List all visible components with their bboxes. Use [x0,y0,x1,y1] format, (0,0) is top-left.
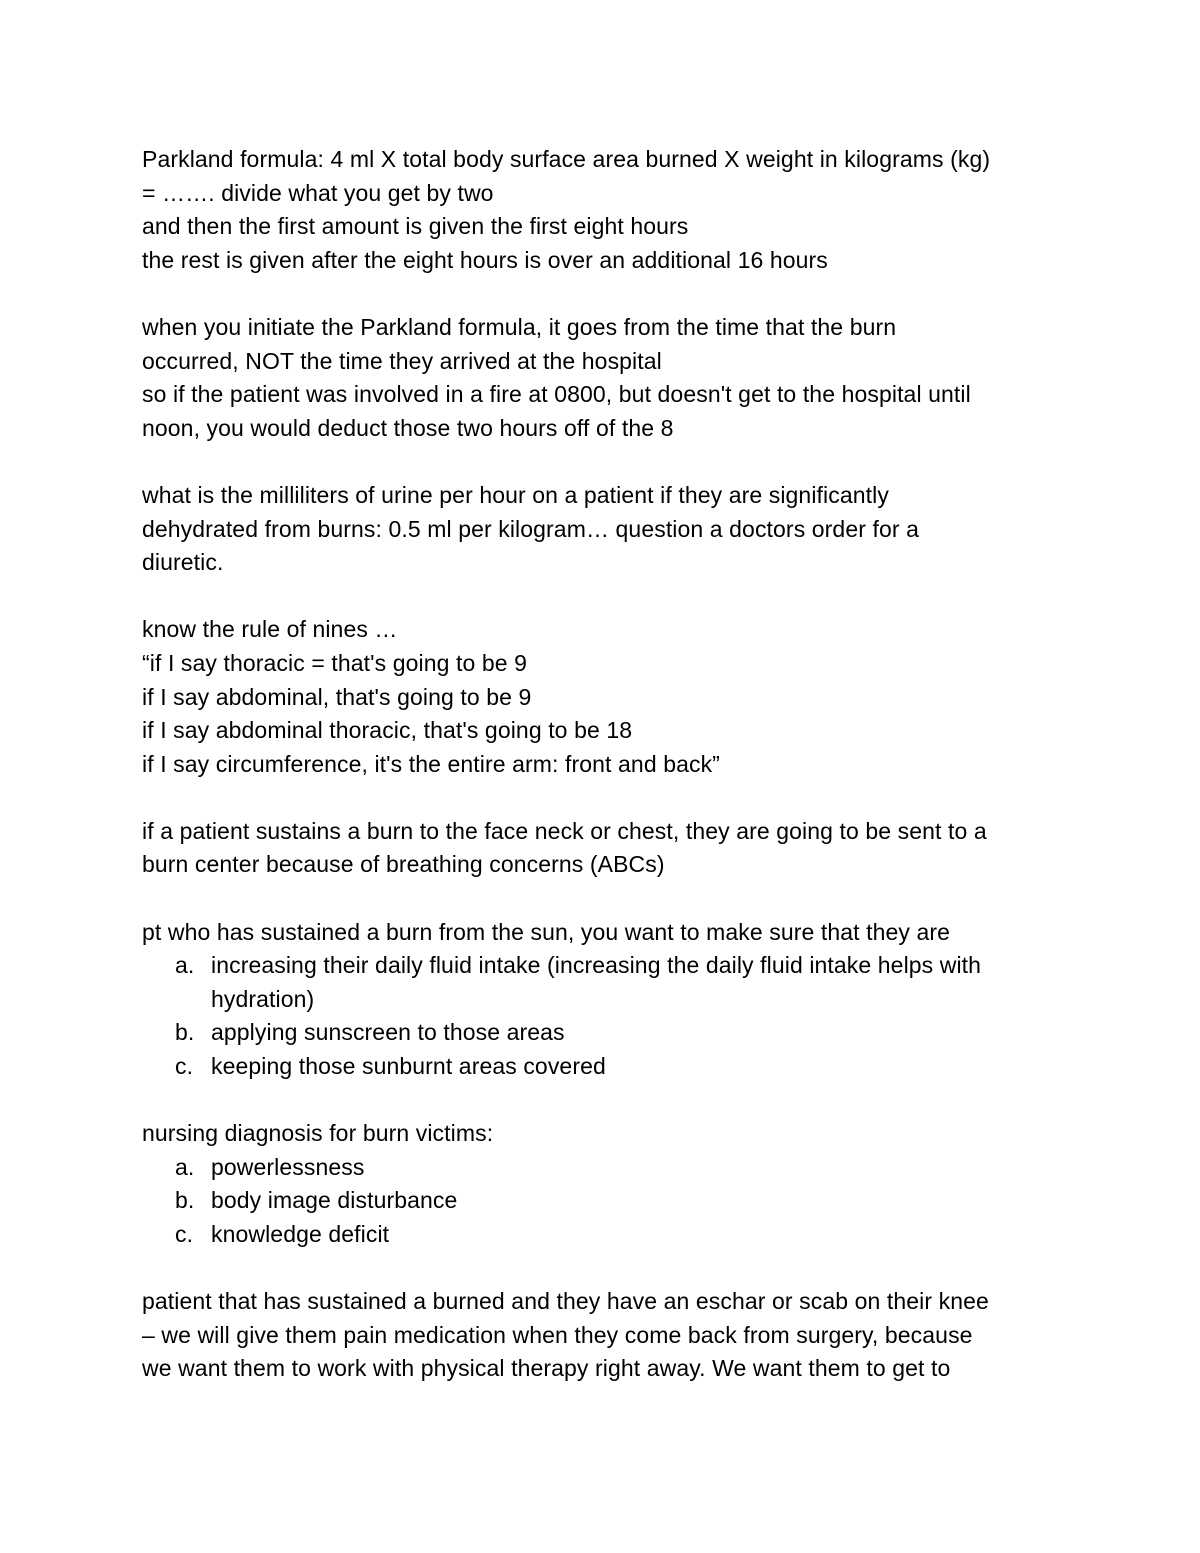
list-item-text: increasing their daily fluid intake (increasing the daily fluid intake helps with [211,952,982,979]
text-line: when you initiate the Parkland formula, it goes from the time that the burn [142,313,897,340]
text-line: know the rule of nines … [142,616,398,643]
list-item-text: body image disturbance [211,1187,458,1214]
list-item-text: hydration) [211,985,315,1012]
text-line: we want them to work with physical therapy right away. We want them to get to [142,1355,951,1382]
ordered-list [142,1151,1082,1252]
text-line: occurred, NOT the time they arrived at the hospital [142,347,662,374]
list-item [142,1050,1082,1084]
text-line: dehydrated from burns: 0.5 ml per kilogram… question a doctors order for a [142,515,919,542]
paragraph-nursing-diagnosis [142,1117,1082,1251]
list-item [142,949,1082,1016]
paragraph-spacer [142,580,1082,614]
paragraph-spacer [142,277,1082,311]
list-marker: b. [175,1019,195,1046]
text-line: if I say abdominal thoracic, that's going to be 18 [142,717,633,744]
paragraph-spacer [142,445,1082,479]
text-line: = ……. divide what you get by two [142,179,494,206]
list-item-text: keeping those sunburnt areas covered [211,1053,606,1080]
list-item-text: knowledge deficit [211,1221,390,1247]
list-item [142,1016,1082,1050]
text-line: Parkland formula: 4 ml X total body surface area burned X weight in kilograms (kg) [142,146,991,172]
text-line: nursing diagnosis for burn victims: [142,1120,494,1147]
list-item [142,1151,1082,1185]
paragraph-initiate-parkland [142,311,1082,445]
text-line: so if the patient was involved in a fire at 0800, but doesn't get to the hospital until [142,381,971,408]
text-line: if I say circumference, it's the entire arm: front and back” [142,750,720,777]
text-line: what is the milliliters of urine per hour on a patient if they are significantly [142,481,889,508]
paragraph-spacer [142,1252,1082,1286]
text-line: “if I say thoracic = that's going to be 9 [142,649,528,676]
paragraph-rule-of-nines [142,613,1082,781]
paragraph-spacer [142,1084,1082,1118]
text-line: noon, you would deduct those two hours off of the 8 [142,414,674,441]
paragraph-spacer [142,882,1082,916]
paragraph-urine-output [142,479,1082,580]
paragraph-spacer [142,781,1082,815]
text-line: pt who has sustained a burn from the sun, you want to make sure that they are [142,918,951,945]
list-marker: b. [175,1187,195,1214]
text-line: if a patient sustains a burn to the face neck or chest, they are going to be sent to a [142,817,987,844]
text-line: diuretic. [142,549,224,576]
text-line: burn center because of breathing concerns (ABCs) [142,851,665,878]
document-body [142,143,1082,1386]
list-item [142,1184,1082,1218]
text-line: patient that has sustained a burned and they have an eschar or scab on their knee [142,1288,989,1315]
list-marker: c. [175,1221,194,1247]
list-marker: c. [175,1053,194,1080]
paragraph-burn-center [142,815,1082,882]
text-line: the rest is given after the eight hours is over an additional 16 hours [142,246,828,273]
text-line: and then the first amount is given the first eight hours [142,213,689,240]
paragraph-sunburn [142,916,1082,1084]
text-line: – we will give them pain medication when they come back from surgery, because [142,1321,973,1348]
list-item-text: applying sunscreen to those areas [211,1019,565,1046]
list-item-text: powerlessness [211,1153,365,1180]
list-marker: a. [175,952,195,979]
list-marker: a. [175,1153,195,1180]
list-item [142,1218,1082,1252]
paragraph-parkland-formula [142,143,1082,277]
ordered-list [142,949,1082,1083]
text-line: if I say abdominal, that's going to be 9 [142,683,532,710]
paragraph-eschar [142,1285,1082,1386]
